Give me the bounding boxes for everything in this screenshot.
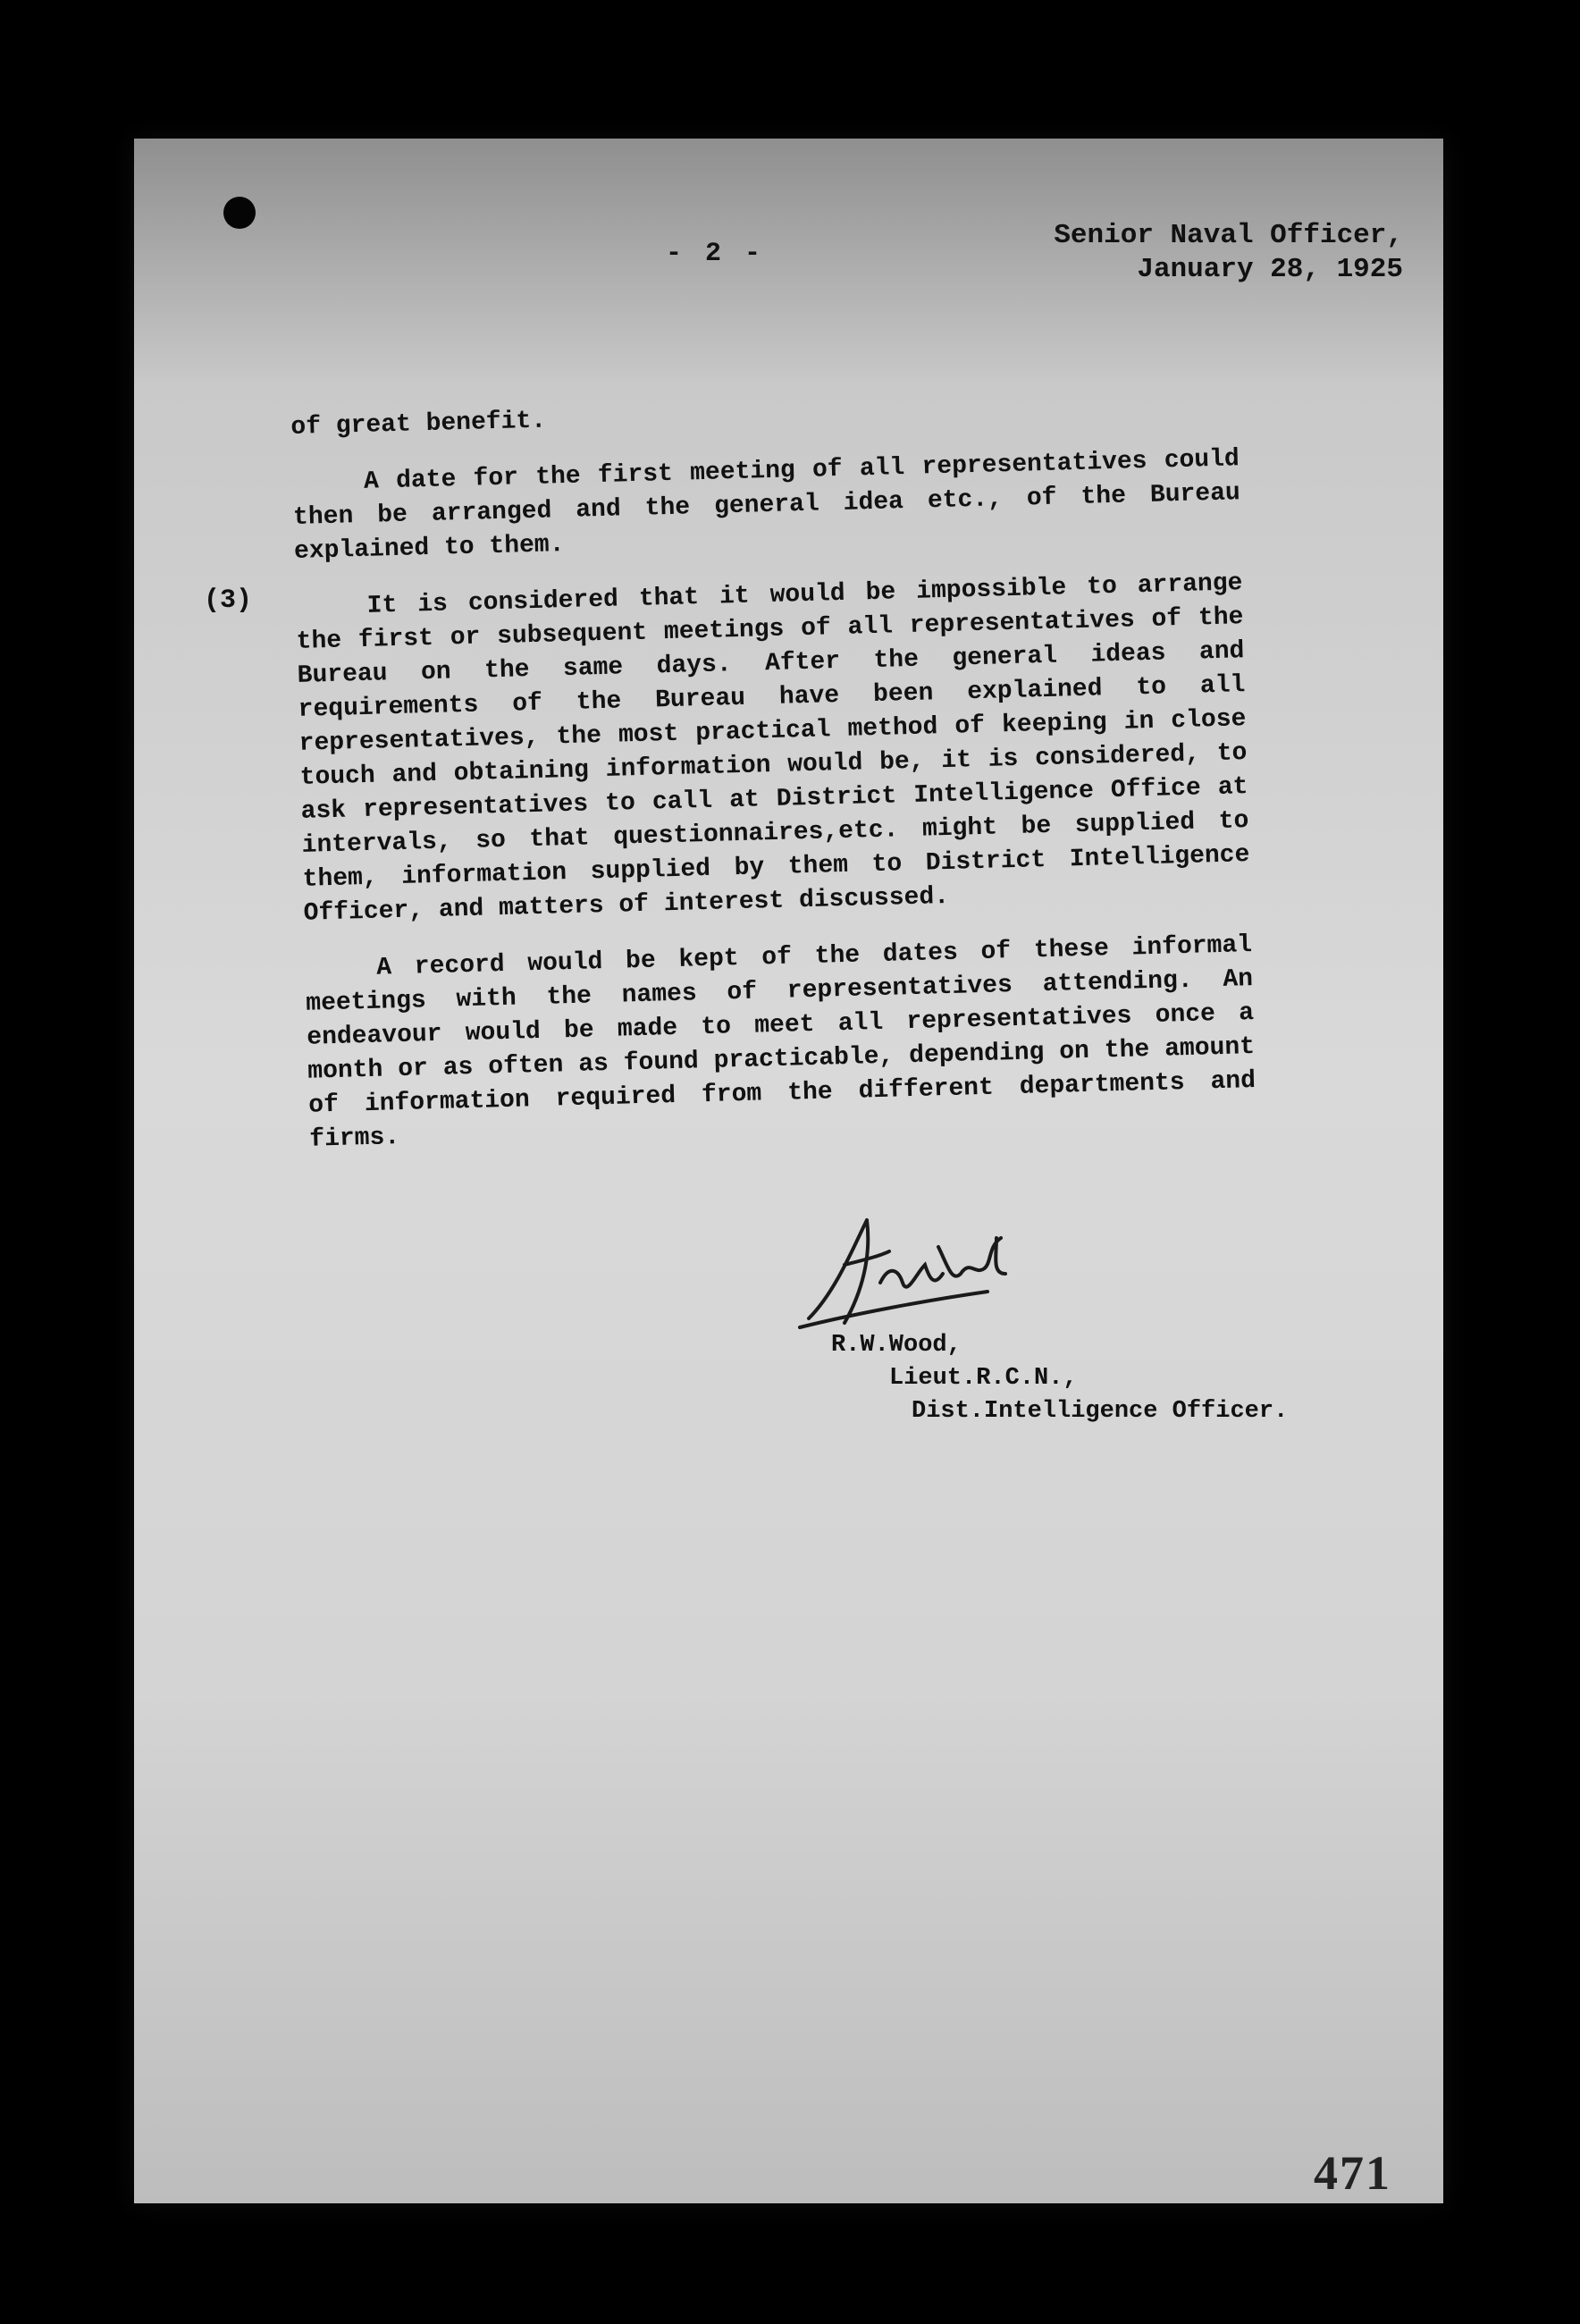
letter-body <box>290 386 1257 1179</box>
addressee: Senior Naval Officer, <box>1054 220 1403 251</box>
paragraph-first-meeting: A date for the first meeting of all representatives could then be arranged and the general idea etc., of the Bureau explained to them. <box>292 445 1241 566</box>
paragraph-record: A record would be kept of the dates of these informal meetings with the names of representatives attending. An endeavour would be made to meet all representatives once a month or as often as found practicable, depending on the amount of information required from the different departments and firms. <box>305 931 1256 1154</box>
signatory-title: Dist.Intelligence Officer. <box>912 1398 1289 1425</box>
archive-stamp-number: 471 <box>1314 2146 1391 2200</box>
paragraph-continuation: of great benefit. <box>290 407 547 442</box>
signature-block <box>782 1211 1408 1444</box>
handwritten-signature <box>782 1211 1041 1345</box>
letter-date: January 28, 1925 <box>1137 254 1403 285</box>
document-page <box>134 139 1443 2203</box>
page-number: - 2 - <box>666 239 765 269</box>
header-addressee-date <box>992 219 1403 287</box>
punch-hole <box>223 197 256 229</box>
signatory-rank: Lieut.R.C.N., <box>889 1365 1078 1392</box>
margin-note: (3) <box>204 585 253 616</box>
signatory-name: R.W.Wood, <box>831 1332 962 1359</box>
paragraph-section-3: It is considered that it would be impossible to arrange the first or subsequent meetings of all representatives of the Bureau on the same days. After the general ideas and requirements of the Bureau have been explained to all representatives, the most practical method of keeping in close touch and obtaining information would be, it is considered, to ask representatives to call at District Intelligence Office at intervals, so that questionnaires,etc. might be supplied to them, information supplied by them to District Intelligence Officer, and matters of interest discussed. <box>296 569 1250 928</box>
